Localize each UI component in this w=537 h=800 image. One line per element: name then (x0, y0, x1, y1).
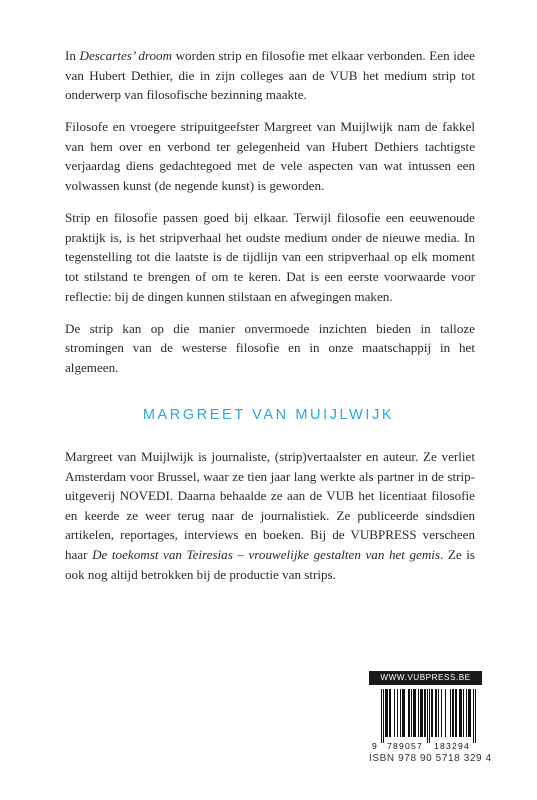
barcode-bar (422, 689, 423, 737)
blurb-paragraph-2 (65, 117, 475, 195)
text-run: . Ze is ook nog altijd betrokken bij de productie van strips. (65, 546, 475, 582)
barcode-bar (445, 689, 446, 737)
barcode-image (369, 689, 482, 753)
barcode-bar (450, 689, 451, 737)
barcode-bar (452, 689, 453, 737)
barcode-bar (473, 689, 474, 743)
barcode-bar (394, 689, 395, 737)
barcode-bar (404, 689, 405, 737)
barcode-bar (400, 689, 401, 737)
publisher-url: WWW.VUBPRESS.BE (369, 671, 482, 685)
barcode-bar (432, 689, 433, 737)
barcode-bar (389, 689, 390, 737)
isbn-barcode (369, 671, 492, 765)
blurb-paragraph-3 (65, 208, 475, 306)
barcode-bar (460, 689, 461, 737)
barcode-bar (466, 689, 467, 737)
barcode-bar (469, 689, 470, 737)
barcode-bar (435, 689, 436, 737)
barcode-bar (381, 689, 382, 743)
text-run: worden strip en filosofie met elkaar verbonden. Een idee van Hubert Dethier, die in zijn colleges aan de VUB het medium strip tot onderwerp van filosofische bezinning maakte. (65, 48, 475, 103)
barcode-bar (468, 689, 469, 737)
barcode-digits-left: 789057 (387, 741, 423, 751)
italic-title-text: De toekomst van Teiresias – vrouwelijke gestalten van het gemis (92, 546, 441, 562)
barcode-bar (386, 689, 387, 737)
barcode-bar (403, 689, 404, 737)
barcode-bar (441, 689, 442, 737)
barcode-bar (397, 689, 398, 737)
barcode-bar (411, 689, 412, 737)
text-run: Filosofe en vroegere stripuitgeefster Margreet van Muijlwijk nam de fakkel van hem over en verbond ter gelegenheid van Hubert Dethiers tachtigste verjaardag diens gedachtegoed met de vele aspecten van wat intussen een volwassen kunst (de negende kunst) is geworden. (65, 119, 475, 194)
barcode-bar (436, 689, 437, 737)
barcode-bar (438, 689, 439, 737)
barcode-bar (402, 689, 403, 737)
barcode-bar (420, 689, 421, 737)
barcode-bar (414, 689, 415, 737)
isbn-number: ISBN 978 90 5718 329 4 (369, 753, 492, 764)
blurb-paragraph-4 (65, 319, 475, 378)
barcode-bar (461, 689, 462, 737)
barcode-bar (421, 689, 422, 737)
barcode-bar (409, 689, 410, 737)
text-run: In (65, 48, 80, 63)
barcode-bar (427, 689, 428, 743)
barcode-bar (459, 689, 460, 737)
barcode-bar (415, 689, 416, 737)
text-run: De strip kan op die manier onvermoede inzichten bieden in talloze stromingen van de westerse filosofie en in onze maatschappij in het algemeen. (65, 320, 475, 375)
italic-title-text: Descartes’ droom (79, 48, 173, 63)
barcode-bar (431, 689, 432, 737)
barcode-bar (456, 689, 457, 737)
barcode-bar (383, 689, 384, 743)
barcode-bar (475, 689, 476, 743)
barcode-bar (463, 689, 464, 737)
barcode-bar (408, 689, 409, 737)
text-run: Strip en filosofie passen goed bij elkaar. Terwijl filosofie een eeuwenoude praktijk is, is het stripverhaal het oudste medium onder de nieuwe media. In tegenstelling tot die laatste is de tijdlijn van een stripverhaal op elk moment tot stilstand te brengen of om te keren. Dat is een eerste voorwaarde voor reflectie: bij de dingen kunnen stilstaan en afwegingen maken. (65, 210, 475, 304)
barcode-digit-first: 9 (372, 741, 378, 751)
author-bio-paragraph (65, 447, 475, 584)
barcode-bar (418, 689, 419, 737)
blurb-paragraph-1 (65, 46, 475, 105)
barcode-bar (385, 689, 386, 737)
barcode-bar (455, 689, 456, 737)
text-run: Margreet van Muijlwijk is journaliste, (strip)vertaalster en auteur. Ze verliet Amsterdam voor Brussel, waar ze tien jaar lang werkte als partner in de strip-uitgeverij NOVEDI. Daarna behaalde ze aan de VUB het licentiaat filosofie en keerde ze weer terug naar de journalistiek. Ze publiceerde sindsdien artikelen, reportages, interviews en boeken. Bij de VUBPRESS verscheen haar (65, 449, 475, 562)
barcode-bar (387, 689, 388, 737)
barcode-bar (413, 689, 414, 737)
barcode-bar (425, 689, 426, 737)
author-bio (65, 447, 475, 597)
blurb-text (65, 46, 475, 390)
barcode-bar (390, 689, 391, 737)
barcode-digits-right: 183294 (434, 741, 470, 751)
barcode-bar (429, 689, 430, 743)
author-heading: MARGREET VAN MUIJLWIJK (142, 407, 395, 423)
barcode-bar (453, 689, 454, 737)
barcode-bar (470, 689, 471, 737)
barcode-bar (424, 689, 425, 737)
